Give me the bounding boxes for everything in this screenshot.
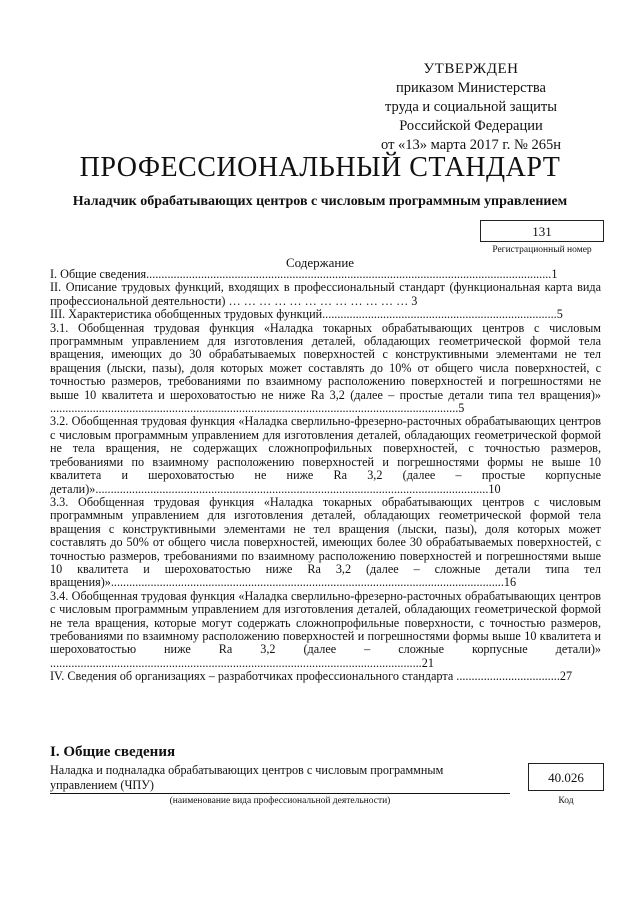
approval-line-3: Российской Федерации xyxy=(399,118,543,134)
toc-item-3-2[interactable]: 3.2. Обобщенная трудовая функция «Наладка сверлильно-фрезерно-расточных обрабатывающих центров с числовым программным управлением для изготовления деталей, обладающих геометрической формой не тела вращения, не содержащих сложнопрофильных поверхностей, с точностью размеров, требованиями по взаимному расположению поверхностей и погрешностями формы не выше 10 квалитета и шероховатостью не ниже Ra 3,2 (далее – простые корпусные детали)».................................................................................................................................10 xyxy=(50,414,601,496)
registration-number-box: 131 xyxy=(480,220,604,242)
approval-line-4: от «13» марта 2017 г. № 265н xyxy=(381,137,561,153)
toc-item-characteristics[interactable]: III. Характеристика обобщенных трудовых функций.............................................................................5 xyxy=(50,307,563,322)
toc-item-3-3[interactable]: 3.3. Обобщенная трудовая функция «Наладка токарных обрабатывающих центров с числовым программным управлением для изготовления деталей, обладающих геометрической формой тела вращения с конструктивными элементами не тел вращения (лыски, пазы), доля которых может составлять до 50% от общего числа поверхностей, имеющих более 30 обрабатываемых поверхностей, с точностью размеров, требованиями по взаимному расположению поверхностей и погрешностями выше 10 квалитета и шероховатостью ниже Ra 3,2 (далее – сложные детали типа тел вращения)».................................................................................................................................16 xyxy=(50,494,601,590)
approval-stamp xyxy=(360,60,582,155)
activity-underline xyxy=(50,793,510,794)
section-heading: I. Общие сведения xyxy=(50,744,176,760)
contents-title: Содержание xyxy=(285,255,355,270)
toc-item-3-1[interactable]: 3.1. Обобщенная трудовая функция «Наладка токарных обрабатывающих центров с числовым программным управлением для изготовления деталей, обладающих геометрической формой тела вращения, имеющих до 30 обрабатываемых поверхностей с конструктивными элементами не тел вращения (лыски, пазы), доля которых может составлять до 10% от общего числа поверхностей, с точностью размеров, требованиями по взаимному расположению поверхностей и погрешностями не выше 10 квалитета и шероховатостью не ниже Ra 3,2 (далее – простые детали типа тел вращения)» ......................................................................................................................................5 xyxy=(50,320,601,416)
standard-name: Наладчик обрабатывающих центров с числовым программным управлением xyxy=(72,194,568,209)
approval-header: УТВЕРЖДЕН xyxy=(423,61,519,77)
toc-item-3-4[interactable]: 3.4. Обобщенная трудовая функция «Наладка сверлильно-фрезерно-расточных обрабатывающих центров с числовым программным управлением для изготовления деталей, обладающих геометрической формой не тела вращения, которые могут содержать сложнопрофильные поверхности, с точностью размеров, требованиями по взаимному расположению поверхностей и погрешностями формы выше 10 квалитета и шероховатостью ниже Ra 3,2 (далее – сложные корпусные детали)» ..........................................................................................................................21 xyxy=(50,588,601,670)
activity-caption: (наименование вида профессиональной деятельности) xyxy=(169,796,391,806)
approval-line-1: приказом Министерства xyxy=(396,80,546,96)
registration-number-label: Регистрационный номер xyxy=(492,245,592,255)
approval-line-2: труда и социальной защиты xyxy=(385,99,557,115)
toc-item-developers[interactable]: IV. Сведения об организациях – разработчиках профессионального стандарта ..................................27 xyxy=(50,669,573,684)
table-of-contents xyxy=(50,268,601,684)
activity-code-caption: Код xyxy=(558,796,574,806)
activity-code-box: 40.026 xyxy=(528,763,604,791)
document-title: ПРОФЕССИОНАЛЬНЫЙ СТАНДАРТ xyxy=(79,152,561,183)
activity-name: Наладка и подналадка обрабатывающих центров с числовым программным управлением (ЧПУ) xyxy=(50,763,444,792)
toc-item-functions[interactable]: II. Описание трудовых функций, входящих в профессиональный стандарт (функциональная карта вида профессиональной деятельности) … … … … … … … … … … … … 3 xyxy=(50,280,601,308)
toc-item-general[interactable]: I. Общие сведения.....................................................................................................................................1 xyxy=(50,267,558,281)
